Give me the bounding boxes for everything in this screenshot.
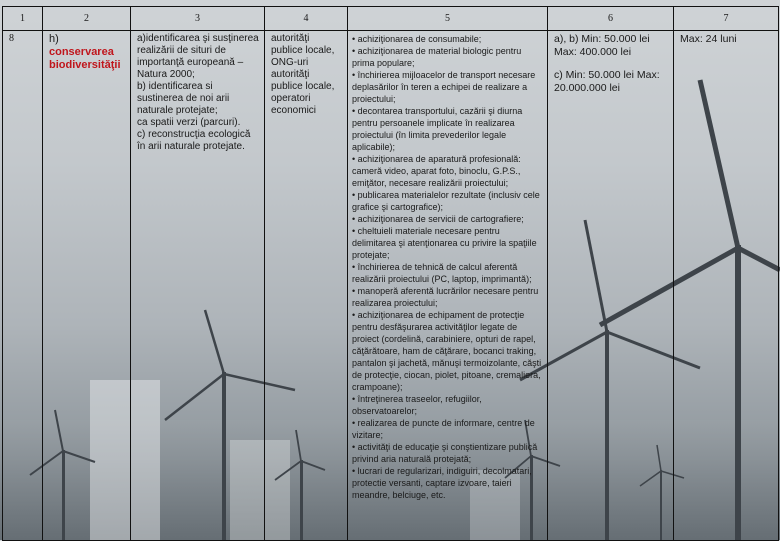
- expense-item: • întreţinerea traseelor, refugiilor, observatoarelor;: [352, 394, 482, 416]
- activity-item: a)identificarea şi susţinerea realizării de situri de importanţă europeană – Natura 2000;: [137, 33, 259, 80]
- expense-item: • manoperă aferentă lucrărilor necesare pentru realizarea proiectului;: [352, 286, 539, 308]
- expense-item: • cheltuieli materiale necesare pentru delimitarea şi atenţionarea cu privire la spaţiile protejate;: [352, 226, 537, 260]
- header-col-6: 6: [548, 7, 674, 31]
- activity-item: ca spatii verzi (parcuri).: [137, 117, 241, 128]
- expense-item: • achiziţionarea de aparatură profesională: cameră video, aparat foto, binoclu, G.P.S., emiţător, necesare realizării proiectului;: [352, 154, 521, 188]
- duration-cell: Max: 24 luni: [674, 31, 779, 541]
- amount-ab: a), b) Min: 50.000 lei Max: 400.000 lei: [554, 33, 650, 58]
- expense-item: • realizarea de puncte de informare, centre de vizitare;: [352, 418, 535, 440]
- funding-table: [2, 6, 779, 541]
- header-col-7: 7: [674, 7, 779, 31]
- activities-cell: [131, 31, 265, 541]
- activity-item: b) identificarea si sustinerea de noi arii naturale protejate;: [137, 81, 230, 116]
- expense-item: • activităţi de educaţie şi conştientizare publică privind aria naturală protejată;: [352, 442, 538, 464]
- activity-item: c) reconstrucţia ecologică în arii naturale protejate.: [137, 129, 251, 152]
- header-col-4: 4: [265, 7, 348, 31]
- expense-item: • închirierea mijloacelor de transport necesare deplasărilor în teren a echipei de realizare a proiectului;: [352, 70, 536, 104]
- domain-highlight: conservarea biodiversităţii: [49, 46, 121, 71]
- expense-item: • achiziţionarea de echipament de protecţie pentru desfăşurarea activităţilor legate de proiect (cordelină, carabiniere, opturi de rapel, căţărătoare, ham de căţărare, bocanci traking, pantalon şi jachetă, mănuşi termoizolante, căşti de protecţie, ciocan, piolet, pitoane, cremaliera, crampoane);: [352, 310, 542, 392]
- header-col-1: 1: [3, 7, 43, 31]
- expense-item: • lucrari de regularizari, indiguiri, decolmatari, protectie versanti, captare izvoare, taieri meandre, belciuge, etc.: [352, 466, 532, 500]
- row-number: 8: [3, 31, 43, 541]
- amounts-cell: [548, 31, 674, 541]
- expense-item: • publicarea materialelor rezultate (inclusiv cele grafice şi cartografice);: [352, 190, 540, 212]
- header-col-3: 3: [131, 7, 265, 31]
- expense-item: • închirierea de tehnică de calcul aferentă realizării proiectului (PC, laptop, imprimantă);: [352, 262, 532, 284]
- header-col-2: 2: [43, 7, 131, 31]
- amount-c: c) Min: 50.000 lei Max: 20.000.000 lei: [554, 69, 660, 94]
- beneficiaries-cell: autorităţi publice locale, ONG-uri autorităţi publice locale, operatori economici: [265, 31, 348, 541]
- header-col-5: 5: [348, 7, 548, 31]
- expense-item: • decontarea transportului, cazării şi diurna pentru persoanele implicate în realizarea proiectului (în limita prevederilor legale aplicabile);: [352, 106, 523, 152]
- domain-cell: [43, 31, 131, 541]
- expenses-cell: [348, 31, 548, 541]
- expense-item: • achiziţionarea de material biologic pentru prima populare;: [352, 46, 522, 68]
- expense-item: • achiziţionarea de servicii de cartografiere;: [352, 214, 524, 224]
- expense-item: • achiziţionarea de consumabile;: [352, 34, 482, 44]
- domain-prefix: h): [49, 33, 59, 45]
